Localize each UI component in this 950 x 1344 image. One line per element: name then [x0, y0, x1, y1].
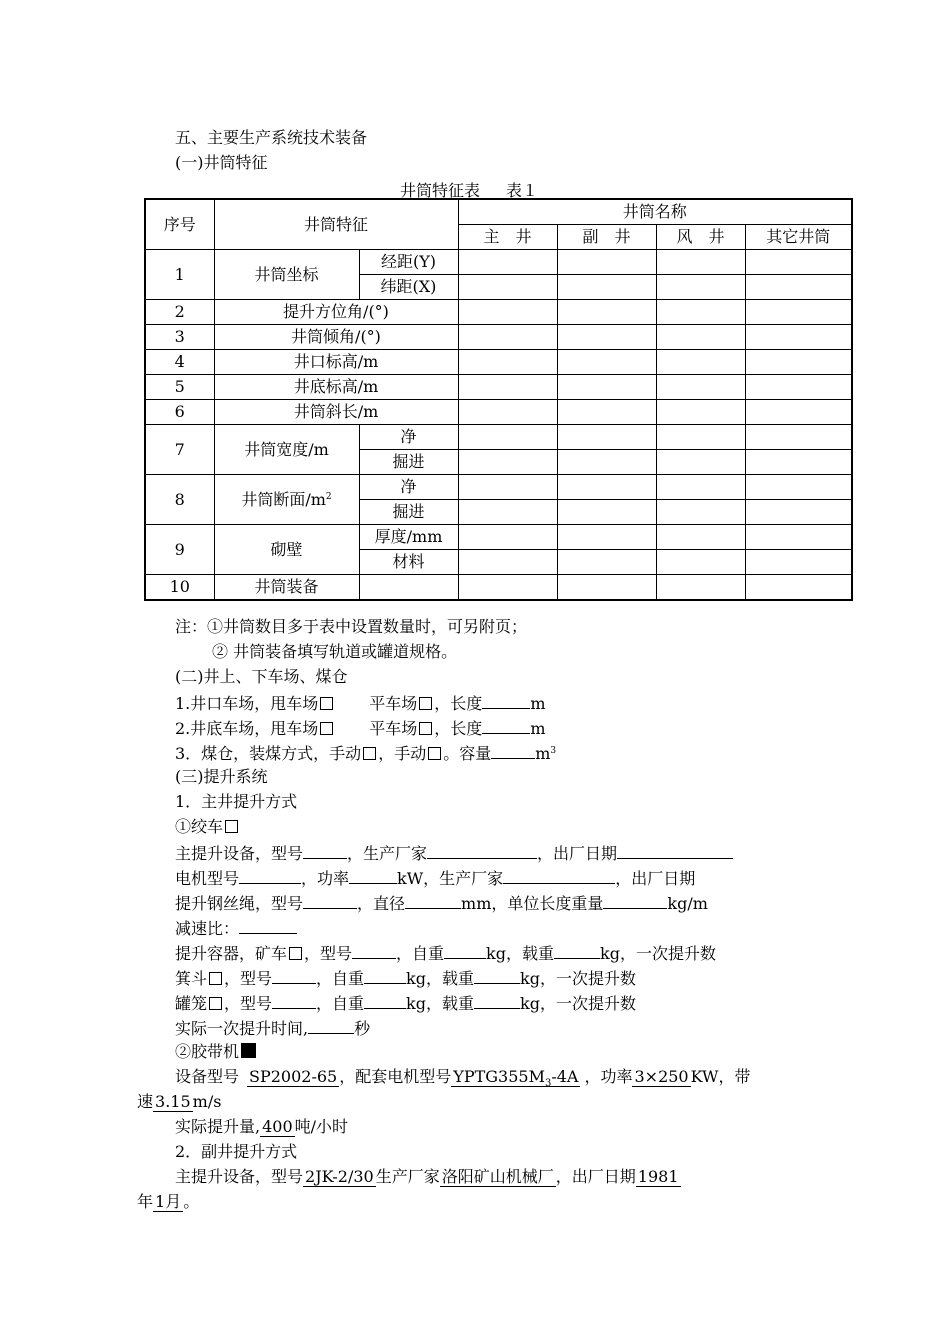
checkbox-icon[interactable]	[419, 697, 432, 710]
main-shaft-hoist-title: 1．主井提升方式	[175, 792, 298, 811]
bunker-manual: ，手动	[378, 744, 427, 763]
cell[interactable]	[557, 550, 656, 575]
aux-manufacturer-value: 洛阳矿山机械厂	[441, 1167, 554, 1186]
yard-line-1-label: 1.井口车场，甩车场	[175, 694, 319, 713]
label: 箕斗	[175, 969, 208, 988]
label: kg，载重	[406, 994, 474, 1013]
rope-model-field[interactable]	[303, 892, 357, 909]
checkbox-icon[interactable]	[419, 722, 432, 735]
label: 提升容器，矿车	[175, 944, 288, 963]
aux-model-value: 2JK-2/30	[305, 1167, 374, 1186]
row-subfeature: 净	[359, 475, 458, 500]
belt-capacity-value: 400	[262, 1117, 293, 1136]
belt-motor-model-tail: -4A	[551, 1067, 579, 1086]
label: mm，单位长度重量	[461, 894, 604, 913]
time-field[interactable]	[308, 1017, 354, 1034]
load-field[interactable]	[474, 967, 520, 984]
header-seq: 序号	[145, 199, 214, 250]
cell[interactable]	[656, 275, 745, 300]
cell[interactable]	[745, 475, 852, 500]
unit: 吨/小时	[294, 1117, 349, 1136]
cell[interactable]	[458, 250, 557, 275]
label: kg，载重	[486, 944, 554, 963]
winch-option	[175, 817, 240, 837]
label: ，出厂日期	[555, 1167, 636, 1186]
header-feature: 井筒特征	[214, 199, 458, 250]
model-field[interactable]	[352, 942, 396, 959]
checkbox-icon[interactable]	[209, 972, 222, 985]
checkbox-icon[interactable]	[225, 820, 238, 833]
row-seq: 10	[145, 575, 214, 601]
cell[interactable]	[458, 575, 557, 601]
label: 年	[137, 1192, 154, 1211]
unit: kg/m	[667, 894, 708, 913]
aux-equipment-line	[175, 1167, 681, 1187]
row-subfeature: 掘进	[359, 500, 458, 525]
label: ，配套电机型号	[339, 1067, 452, 1086]
row-seq: 8	[145, 475, 214, 525]
row-feature: 井筒倾角/(°)	[214, 325, 458, 350]
motor-model-field[interactable]	[239, 867, 301, 884]
row-subfeature: 纬距(X)	[359, 275, 458, 300]
length-field[interactable]	[482, 717, 530, 734]
cell[interactable]	[656, 425, 745, 450]
row-feature: 砌壁	[214, 525, 359, 575]
cell[interactable]	[745, 575, 852, 601]
weight-field[interactable]	[364, 992, 406, 1009]
cell[interactable]	[745, 375, 852, 400]
motor-line	[175, 867, 695, 889]
row-feature: 提升方位角/(°)	[214, 300, 458, 325]
yard-line-1-flat: 平车场	[369, 694, 418, 713]
date-field[interactable]	[617, 842, 733, 859]
yard-line-2-length: ，长度	[434, 719, 483, 738]
label: 减速比：	[175, 919, 240, 938]
length-field[interactable]	[482, 692, 530, 709]
cell[interactable]	[656, 400, 745, 425]
yard-line-1	[175, 692, 545, 714]
belt-spec-line	[175, 1067, 750, 1094]
label: 。	[183, 1192, 200, 1211]
table-caption-title: 井筒特征表	[400, 181, 481, 200]
ratio-field[interactable]	[239, 917, 297, 934]
label: ，型号	[304, 944, 353, 963]
label: kg，载重	[406, 969, 474, 988]
checkbox-icon[interactable]	[428, 747, 441, 760]
cell[interactable]	[656, 525, 745, 550]
checked-checkbox-icon[interactable]	[241, 1043, 256, 1058]
checkbox-icon[interactable]	[363, 747, 376, 760]
subsection-title-hoist: (三)提升系统	[175, 767, 268, 786]
row-feature-label: 井筒断面/m	[241, 489, 326, 509]
checkbox-icon[interactable]	[289, 947, 302, 960]
cell[interactable]	[745, 450, 852, 475]
cell[interactable]	[745, 550, 852, 575]
rope-line	[175, 892, 708, 914]
cell[interactable]	[458, 500, 557, 525]
label: 速	[137, 1092, 154, 1111]
belt-option	[175, 1042, 258, 1062]
yard-line-1-length: ，长度	[434, 694, 483, 713]
row-seq: 9	[145, 525, 214, 575]
row-feature: 井筒斜长/m	[214, 400, 458, 425]
reducer-ratio-line	[175, 917, 297, 939]
checkbox-icon[interactable]	[320, 697, 333, 710]
subsection-title-shaft: (一)井筒特征	[175, 153, 268, 172]
cell[interactable]	[745, 300, 852, 325]
header-other-shaft: 其它井筒	[745, 225, 852, 250]
weight-field[interactable]	[444, 942, 486, 959]
aux-shaft-hoist-title: 2．副井提升方式	[175, 1142, 298, 1161]
label: ，型号	[224, 969, 273, 988]
cell[interactable]	[458, 425, 557, 450]
label: 主提升设备，型号	[175, 1167, 304, 1186]
manufacturer-field[interactable]	[503, 867, 615, 884]
belt-model-value: SP2002-65	[249, 1067, 338, 1086]
cage-line	[175, 992, 636, 1014]
container-line	[175, 942, 716, 964]
label: 主提升设备，型号	[175, 844, 304, 863]
load-field[interactable]	[554, 942, 600, 959]
cell[interactable]	[458, 275, 557, 300]
cell[interactable]	[458, 325, 557, 350]
cell[interactable]	[745, 400, 852, 425]
aux-month-value: 1月	[155, 1192, 182, 1211]
cell[interactable]	[656, 375, 745, 400]
unit: m	[530, 694, 546, 713]
cell[interactable]	[656, 350, 745, 375]
row-seq: 4	[145, 350, 214, 375]
label: ，自重	[316, 994, 365, 1013]
subsection-title-yard: (二)井上、下车场、煤仓	[175, 667, 348, 686]
aux-year-value: 1981	[637, 1167, 679, 1186]
power-field[interactable]	[349, 867, 397, 884]
cell[interactable]	[458, 300, 557, 325]
manufacturer-field[interactable]	[427, 842, 537, 859]
cell[interactable]	[458, 525, 557, 550]
cell[interactable]	[656, 550, 745, 575]
cell[interactable]	[557, 425, 656, 450]
unit: m	[530, 719, 546, 738]
label: 电机型号	[175, 869, 240, 888]
checkbox-icon[interactable]	[209, 997, 222, 1010]
superscript: 2	[325, 491, 332, 502]
belt-label: ②胶带机	[175, 1042, 240, 1061]
note-1: 注：①井筒数目多于表中设置数量时，可另附页；	[175, 617, 528, 636]
skip-line	[175, 967, 636, 989]
cell[interactable]	[458, 475, 557, 500]
weight-field[interactable]	[603, 892, 667, 909]
yard-line-2-label: 2.井底车场，甩车场	[175, 719, 319, 738]
label: 设备型号	[175, 1067, 240, 1086]
cell[interactable]	[745, 500, 852, 525]
cell[interactable]	[557, 250, 656, 275]
label: kg，一次提升数	[520, 994, 636, 1013]
model-field[interactable]	[272, 967, 316, 984]
aux-date-line	[137, 1192, 199, 1212]
cell[interactable]	[656, 450, 745, 475]
cell[interactable]	[557, 450, 656, 475]
cell[interactable]	[745, 325, 852, 350]
section-title: 五、主要生产系统技术装备	[175, 128, 368, 147]
cell[interactable]	[557, 275, 656, 300]
label: ，功率	[584, 1067, 633, 1086]
label: ，自重	[316, 969, 365, 988]
bunker-capacity: 。容量	[443, 744, 492, 763]
shaft-feature-table	[144, 198, 853, 601]
yard-line-2-flat: 平车场	[369, 719, 418, 738]
cell[interactable]	[745, 275, 852, 300]
cell[interactable]	[557, 575, 656, 601]
row-seq: 3	[145, 325, 214, 350]
header-aux-shaft: 副 井	[557, 225, 656, 250]
belt-motor-model: YPTG355M	[453, 1067, 545, 1086]
row-seq: 6	[145, 400, 214, 425]
belt-capacity-line	[175, 1117, 348, 1137]
checkbox-icon[interactable]	[320, 722, 333, 735]
row-subfeature: 经距(Y)	[359, 250, 458, 275]
model-field[interactable]	[272, 992, 316, 1009]
superscript: 3	[550, 746, 557, 756]
cell[interactable]	[458, 400, 557, 425]
cell[interactable]	[557, 375, 656, 400]
bunker-label: 3．煤仓，装煤方式，手动	[175, 744, 362, 763]
belt-motor-value	[451, 1067, 580, 1090]
cell[interactable]	[557, 500, 656, 525]
cell[interactable]	[656, 475, 745, 500]
row-subfeature: 材料	[359, 550, 458, 575]
header-air-shaft: 风 井	[656, 225, 745, 250]
cell[interactable]	[458, 375, 557, 400]
row-feature: 井筒装备	[214, 575, 359, 601]
cell[interactable]	[745, 425, 852, 450]
yard-line-2	[175, 717, 545, 739]
cell[interactable]	[557, 325, 656, 350]
row-feature: 井口标高/m	[214, 350, 458, 375]
cell[interactable]	[557, 525, 656, 550]
label: 罐笼	[175, 994, 208, 1013]
label: ，直径	[357, 894, 406, 913]
diameter-field[interactable]	[405, 892, 461, 909]
label: ，出厂日期	[537, 844, 618, 863]
label: kg，一次提升数	[600, 944, 716, 963]
cell[interactable]	[656, 500, 745, 525]
cell[interactable]	[359, 575, 458, 601]
cell[interactable]	[656, 325, 745, 350]
capacity-field[interactable]	[491, 742, 535, 759]
label: 提升钢丝绳，型号	[175, 894, 304, 913]
load-field[interactable]	[474, 992, 520, 1009]
hoist-time-line	[175, 1017, 370, 1039]
belt-speed-line	[137, 1092, 221, 1112]
cell[interactable]	[557, 475, 656, 500]
cell[interactable]	[745, 525, 852, 550]
belt-speed-value: 3.15	[155, 1092, 191, 1111]
row-seq: 7	[145, 425, 214, 475]
label: ，自重	[396, 944, 445, 963]
label: 生产厂家	[375, 1167, 440, 1186]
weight-field[interactable]	[364, 967, 406, 984]
row-feature: 井筒宽度/m	[214, 425, 359, 475]
row-subfeature: 掘进	[359, 450, 458, 475]
cell[interactable]	[458, 550, 557, 575]
cell[interactable]	[557, 300, 656, 325]
row-feature: 井底标高/m	[214, 375, 458, 400]
cell[interactable]	[656, 575, 745, 601]
label: ，生产厂家	[347, 844, 428, 863]
cell[interactable]	[745, 350, 852, 375]
table-caption-number: 表１	[506, 181, 539, 200]
label: ，型号	[224, 994, 273, 1013]
row-seq: 1	[145, 250, 214, 300]
unit: m/s	[192, 1092, 222, 1111]
cell[interactable]	[557, 350, 656, 375]
row-feature: 井筒坐标	[214, 250, 359, 300]
belt-power-value: 3×250	[634, 1067, 689, 1086]
label: kW，生产厂家	[397, 869, 504, 888]
cell[interactable]	[656, 300, 745, 325]
note-2: ② 井筒装备填写轨道或罐道规格。	[212, 642, 458, 661]
bunker-line	[175, 742, 556, 764]
unit: 秒	[354, 1019, 371, 1038]
row-subfeature: 厚度/mm	[359, 525, 458, 550]
label: kg，一次提升数	[520, 969, 636, 988]
label: 实际提升量,	[175, 1117, 261, 1136]
cell[interactable]	[656, 250, 745, 275]
unit: m	[535, 744, 551, 763]
row-seq: 5	[145, 375, 214, 400]
header-main-shaft: 主 井	[458, 225, 557, 250]
cell[interactable]	[745, 250, 852, 275]
label: ，出厂日期	[615, 869, 696, 888]
row-seq: 2	[145, 300, 214, 325]
cell[interactable]	[458, 450, 557, 475]
winch-label: ①绞车	[175, 817, 224, 836]
subscript: 3	[544, 1078, 552, 1090]
model-field[interactable]	[303, 842, 347, 859]
cell[interactable]	[458, 350, 557, 375]
cell[interactable]	[557, 400, 656, 425]
label: ，功率	[301, 869, 350, 888]
hoist-equipment-line	[175, 842, 733, 864]
label: 实际一次提升时间,	[175, 1019, 309, 1038]
header-shaft-names: 井筒名称	[458, 199, 852, 225]
label: KW，带	[690, 1067, 751, 1086]
row-subfeature: 净	[359, 425, 458, 450]
row-feature	[214, 475, 359, 525]
